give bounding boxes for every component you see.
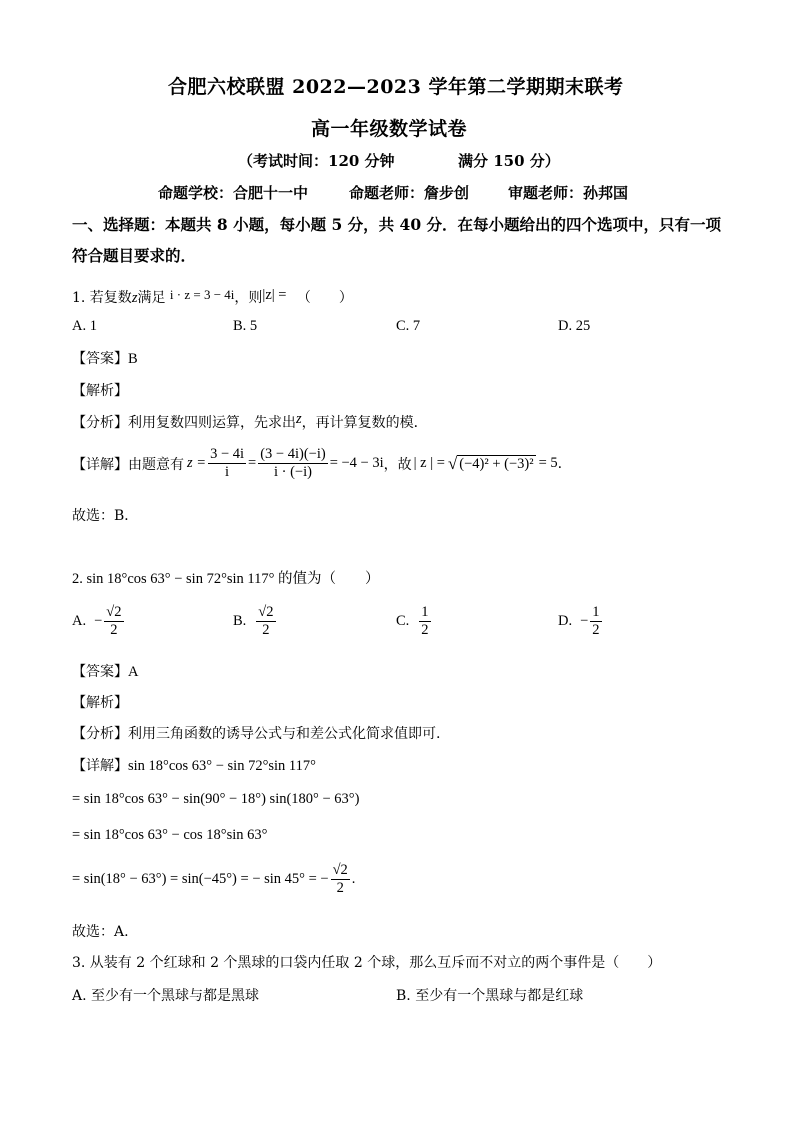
q3-stem: 3. 从装有 2 个红球和 2 个黑球的口袋内任取 2 个球，那么互斥而不对立的两个事件是（ ） bbox=[72, 955, 662, 971]
frac-1-numerator: 3 − 4i bbox=[210, 446, 245, 462]
section-heading-line2: 符合题目要求的． bbox=[72, 246, 197, 265]
frac-2-denominator: i · (−i) bbox=[273, 464, 312, 480]
q3-option-b: B. 至少有一个黑球与都是红球 bbox=[396, 988, 584, 1004]
teacher-label: 命题老师：詹步创 bbox=[349, 184, 470, 202]
frac-numerator: 1 bbox=[421, 604, 429, 620]
q2-detail-line-2: = sin 18°cos 63° − cos 18°sin 63° bbox=[72, 827, 268, 843]
q1-analysis-tag: 【解析】 bbox=[72, 383, 128, 399]
frac-denominator: 2 bbox=[336, 880, 344, 896]
frac-denominator: 2 bbox=[110, 622, 118, 638]
option-a-label: A. bbox=[72, 613, 87, 629]
detail-sqrt: (−4)² + (−3)² bbox=[459, 456, 534, 472]
q1-stem bbox=[72, 287, 353, 307]
detail-tag: 【详解】 bbox=[72, 758, 128, 774]
q1-detail: 【详解】 由题意有 z = $\frac{3 - 4i}{i}$ = $\frac{(3 - 4i)(-i)}{i \cdot (-i)}$ = −4 − 3i ，故 | z | = √ (−4)² + (−3)² = 5 . bbox=[72, 446, 563, 480]
fenxi-tag: 【分析】 bbox=[72, 415, 128, 431]
frac-numerator: √2 bbox=[106, 604, 122, 620]
q1-option-d: D. 25 bbox=[558, 318, 591, 334]
section-heading-line1: 一、选择题：本题共 8 小题，每小题 5 分，共 40 分．在每小题给出的四个选项中，只有一项 bbox=[72, 215, 722, 234]
detail-text-a: 由题意有 bbox=[128, 456, 184, 473]
q2-detail-line-3 bbox=[72, 862, 355, 897]
frac-denominator: 2 bbox=[262, 622, 270, 638]
q1-answer bbox=[72, 348, 138, 368]
detail-line-3: = sin(18° − 63°) = sin(−45°) = − sin 45° = − bbox=[72, 871, 329, 887]
frac-numerator: √2 bbox=[332, 862, 348, 878]
detail-mod-result: = 5 bbox=[538, 455, 558, 471]
minus-sign: − bbox=[94, 613, 103, 629]
q1-var-z: z bbox=[131, 290, 138, 306]
detail-tag: 【详解】 bbox=[72, 456, 128, 473]
answer-tag: 【答案】 bbox=[72, 351, 128, 367]
q2-option-d bbox=[558, 604, 604, 639]
exam-subtitle: 高一年级数学试卷 bbox=[311, 118, 468, 140]
minus-sign: − bbox=[580, 613, 589, 629]
full-score: 满分 150 分） bbox=[458, 152, 560, 170]
frac-numerator: √2 bbox=[258, 604, 274, 620]
q2-analysis-tag: 【解析】 bbox=[72, 695, 128, 711]
fenxi-tag: 【分析】 bbox=[72, 726, 128, 742]
detail-result: = −4 − 3i bbox=[329, 455, 384, 471]
q1-abs-z: |z| = bbox=[262, 287, 287, 303]
detail-z-eq: z = bbox=[187, 455, 207, 471]
school-label: 命题学校：合肥十一中 bbox=[158, 184, 309, 202]
fenxi-text: 利用三角函数的诱导公式与和差公式化简求值即可. bbox=[128, 726, 441, 742]
answer-tag: 【答案】 bbox=[72, 664, 128, 680]
option-b-label: B. bbox=[233, 613, 247, 629]
q2-option-b bbox=[233, 604, 278, 639]
reviewer-label: 审题老师：孙邦国 bbox=[508, 184, 629, 202]
frac-2 bbox=[258, 446, 327, 481]
fenxi-var-z: z bbox=[296, 411, 302, 427]
frac-1-denominator: i bbox=[225, 464, 230, 480]
detail-line-0: sin 18°cos 63° − sin 72°sin 117° bbox=[128, 758, 316, 774]
q2-detail bbox=[72, 755, 316, 775]
frac-2-numerator: (3 − 4i)(−i) bbox=[260, 446, 326, 462]
frac-numerator: 1 bbox=[592, 604, 600, 620]
q1-stem-d: （ ） bbox=[296, 290, 353, 306]
detail-modulus: | z | = bbox=[413, 455, 445, 471]
q2-stem: 2. sin 18°cos 63° − sin 72°sin 117° 的值为（ ） bbox=[72, 571, 380, 587]
frac-denominator: 2 bbox=[592, 622, 600, 638]
q1-option-a: A. 1 bbox=[72, 318, 97, 334]
option-d-label: D. bbox=[558, 613, 573, 629]
q1-stem-b: 满足 bbox=[137, 290, 166, 306]
option-c-label: C. bbox=[396, 613, 410, 629]
q3-option-a: A. 至少有一个黑球与都是黑球 bbox=[72, 988, 260, 1004]
q2-fenxi bbox=[72, 723, 440, 743]
q2-detail-line-1: = sin 18°cos 63° − sin(90° − 18°) sin(180° − 63°) bbox=[72, 791, 360, 807]
frac-1 bbox=[208, 446, 246, 481]
detail-line-3-end: . bbox=[351, 871, 356, 887]
answer-value: A bbox=[128, 664, 139, 680]
frac-denominator: 2 bbox=[421, 622, 429, 638]
q2-option-a bbox=[72, 604, 126, 639]
q1-stem-c: ，则 bbox=[234, 290, 263, 306]
q1-option-c: C. 7 bbox=[396, 318, 421, 334]
fenxi-text-b: ，再计算复数的模． bbox=[301, 415, 428, 431]
exam-title: 合肥六校联盟 2022—2023 学年第二学期期末联考 bbox=[168, 76, 624, 98]
q1-stem-a: 1. 若复数 bbox=[72, 290, 132, 306]
q2-option-c bbox=[396, 604, 433, 639]
answer-value: B bbox=[128, 351, 138, 367]
q1-option-b: B. 5 bbox=[233, 318, 258, 334]
fenxi-text-a: 利用复数四则运算，先求出 bbox=[128, 415, 296, 431]
exam-time: （考试时间：120 分钟 bbox=[238, 152, 395, 170]
q2-choose: 故选：A. bbox=[72, 924, 129, 940]
q1-choose: 故选：B． bbox=[72, 508, 139, 524]
q2-answer bbox=[72, 661, 138, 681]
q1-equation: i · z = 3 − 4i bbox=[169, 287, 235, 302]
detail-text-b: ，故 bbox=[383, 456, 412, 473]
q1-fenxi bbox=[72, 412, 428, 432]
